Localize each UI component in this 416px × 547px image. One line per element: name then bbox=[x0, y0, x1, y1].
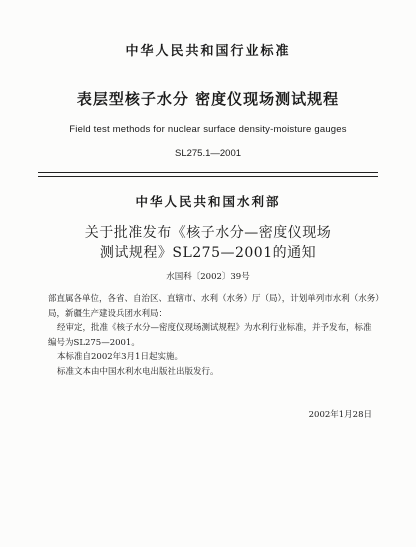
issue-date: 2002年1月28日 bbox=[308, 410, 372, 420]
body-line: 局，新疆生产建设兵团水利局： bbox=[48, 308, 168, 319]
document-title-en: Field test methods for nuclear surface density-moisture gauges bbox=[69, 124, 347, 135]
body-line: 编号为SL275—2001。 bbox=[48, 337, 140, 348]
body-line: 部直属各单位，各省、自治区、直辖市、水利（水务）厅（局），计划单列市水利（水务） bbox=[48, 294, 384, 304]
ministry-name: 中华人民共和国水利部 bbox=[135, 194, 281, 209]
standard-name: 中华人民共和国行业标准 bbox=[125, 44, 291, 59]
standard-code: SL275.1—2001 bbox=[174, 148, 242, 159]
document-number: 水国科〔2002〕39号 bbox=[166, 272, 250, 282]
body-line: 本标准自2002年3月1日起实施。 bbox=[57, 352, 183, 362]
notice-title-line-1: 关于批准发布《核子水分—密度仪现场 bbox=[84, 225, 332, 241]
divider-thick bbox=[38, 172, 378, 173]
notice-title-line-2: 测试规程》SL275—2001的通知 bbox=[99, 245, 317, 261]
notice-body bbox=[48, 292, 384, 379]
body-line: 标准文本由中国水利水电出版社出版发行。 bbox=[57, 366, 219, 377]
document-title-cn: 表层型核子水分 密度仪现场测试规程 bbox=[76, 90, 340, 108]
divider-thin bbox=[38, 176, 378, 177]
body-line: 经审定，批准《核子水分—密度仪现场测试规程》为水利行业标准，并予发布，标准 bbox=[57, 323, 372, 333]
